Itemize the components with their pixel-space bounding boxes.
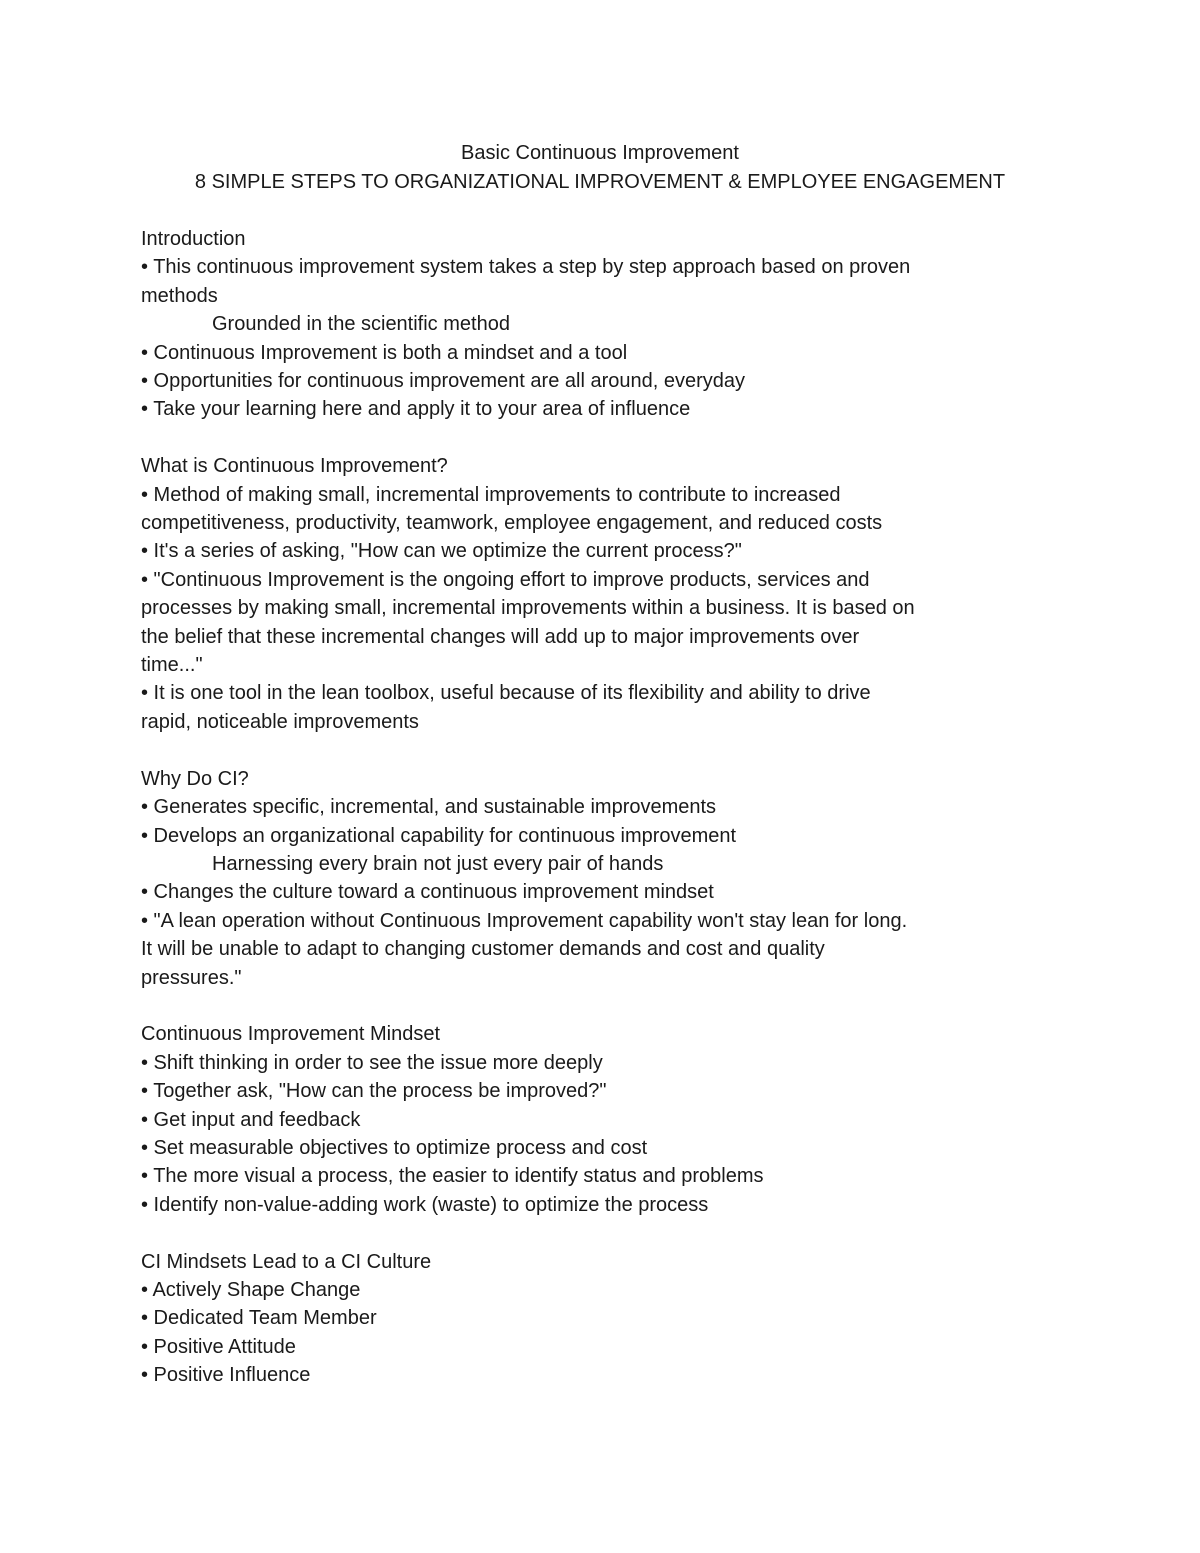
- section-heading: Introduction: [141, 228, 246, 250]
- section: [141, 452, 1041, 736]
- bullet-line: • Changes the culture toward a continuous improvement mindset: [141, 881, 714, 904]
- bullet-line: • Identify non-value-adding work (waste) to optimize the process: [141, 1193, 709, 1216]
- bullet-line: • Generates specific, incremental, and sustainable improvements: [141, 796, 717, 819]
- section-heading: What is Continuous Improvement?: [141, 455, 448, 478]
- bullet-line: time...": [141, 654, 203, 677]
- bullet-line: pressures.": [141, 966, 242, 989]
- bullet-line: It will be unable to adapt to changing customer demands and cost and quality: [141, 938, 825, 961]
- bullet-line: • Method of making small, incremental improvements to contribute to increased: [141, 483, 841, 506]
- bullet-line: • "Continuous Improvement is the ongoing effort to improve products, services and: [141, 568, 870, 591]
- bullet-line: • Actively Shape Change: [141, 1278, 361, 1301]
- section: [141, 1020, 1041, 1219]
- section: [141, 225, 1041, 424]
- bullet-line: • Opportunities for continuous improvement are all around, everyday: [141, 370, 745, 393]
- sub-point: Grounded in the scientific method: [212, 313, 510, 336]
- section: [141, 1248, 1041, 1390]
- bullet-line: • This continuous improvement system takes a step by step approach based on proven: [141, 256, 911, 279]
- document-body: [141, 225, 1041, 1390]
- bullet-line: rapid, noticeable improvements: [141, 710, 419, 733]
- bullet-line: the belief that these incremental changes will add up to major improvements over: [141, 625, 860, 648]
- bullet-line: • It is one tool in the lean toolbox, useful because of its flexibility and ability to drive: [141, 682, 871, 705]
- sub-point: Harnessing every brain not just every pair of hands: [212, 852, 664, 875]
- bullet-line: • Continuous Improvement is both a mindset and a tool: [141, 341, 628, 364]
- section-heading: CI Mindsets Lead to a CI Culture: [141, 1250, 432, 1273]
- bullet-line: • "A lean operation without Continuous Improvement capability won't stay lean for long.: [141, 909, 908, 932]
- bullet-line: • Together ask, "How can the process be improved?": [141, 1080, 607, 1103]
- bullet-line: • Set measurable objectives to optimize process and cost: [141, 1136, 648, 1159]
- title-block: [0, 139, 1200, 196]
- bullet-line: • The more visual a process, the easier to identify status and problems: [141, 1165, 764, 1188]
- bullet-line: • It's a series of asking, "How can we optimize the current process?": [141, 540, 742, 563]
- document-subtitle: 8 SIMPLE STEPS TO ORGANIZATIONAL IMPROVEMENT & EMPLOYEE ENGAGEMENT: [194, 170, 1006, 193]
- bullet-line: • Positive Influence: [141, 1364, 311, 1387]
- bullet-line: • Positive Attitude: [141, 1335, 296, 1358]
- section: [141, 765, 1041, 992]
- bullet-line: competitiveness, productivity, teamwork, employee engagement, and reduced costs: [141, 512, 883, 535]
- bullet-line: • Shift thinking in order to see the issue more deeply: [141, 1051, 603, 1074]
- bullet-line: • Take your learning here and apply it to your area of influence: [141, 398, 691, 421]
- document-title: Basic Continuous Improvement: [461, 142, 739, 164]
- bullet-line: • Get input and feedback: [141, 1108, 361, 1131]
- bullet-line: methods: [141, 284, 218, 307]
- bullet-line: processes by making small, incremental improvements within a business. It is based on: [141, 597, 915, 620]
- section-heading: Continuous Improvement Mindset: [141, 1023, 441, 1046]
- bullet-line: • Develops an organizational capability for continuous improvement: [141, 824, 737, 847]
- section-heading: Why Do CI?: [141, 767, 249, 790]
- bullet-line: • Dedicated Team Member: [141, 1307, 377, 1330]
